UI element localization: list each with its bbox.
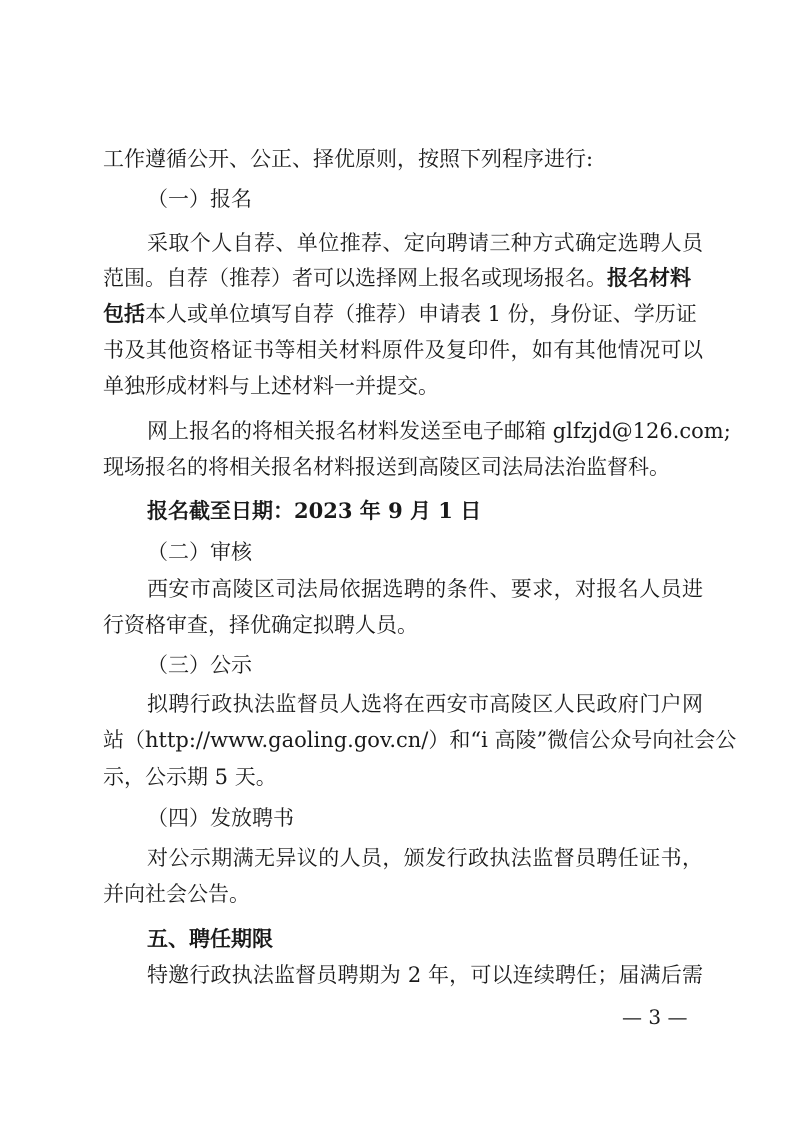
section-heading: （二）审核 [147,540,252,564]
section-heading: （三）公示 [147,653,252,677]
paragraph-line: 对公示期满无异议的人员，颁发行政执法监督员聘任证书， [147,846,703,870]
paragraph-line: 西安市高陵区司法局依据选聘的条件、要求，对报名人员进 [147,577,703,601]
chapter-heading: 五、聘任期限 [147,926,273,951]
paragraph-line: 采取个人自荐、单位推荐、定向聘请三种方式确定选聘人员 [147,231,703,255]
page-number: — 3 — [622,1005,688,1029]
paragraph-line: 并向社会公告。 [103,882,250,906]
paragraph-line: 示，公示期 5 天。 [103,765,277,789]
paragraph-line: 网上报名的将相关报名材料发送至电子邮箱 glfzjd@126.com; [147,419,731,443]
paragraph-line: 行资格审查，择优确定拟聘人员。 [103,613,418,637]
bold-text: 包括 [103,301,145,326]
paragraph-line [103,299,703,329]
section-heading: （一）报名 [147,187,252,211]
paragraph-text: 本人或单位填写自荐（推荐）申请表 1 份，身份证、学历证 [145,302,697,326]
paragraph-line: 站（http://www.gaoling.gov.cn/）和“i 高陵”微信公众号向社会公 [103,728,737,752]
paragraph-line: 拟聘行政执法监督员人选将在西安市高陵区人民政府门户网 [147,692,703,716]
paragraph-line: 现场报名的将相关报名材料报送到高陵区司法局法治监督科。 [103,455,670,479]
paragraph-line: 特邀行政执法监督员聘期为 2 年，可以连续聘任；届满后需 [147,963,703,987]
paragraph-line [103,263,703,293]
paragraph-text: 范围。自荐（推荐）者可以选择网上报名或现场报名。 [103,266,607,290]
bold-text: 报名材料 [607,265,691,290]
paragraph-line: 单独形成材料与上述材料一并提交。 [103,374,439,398]
deadline-line: 报名截至日期：2023 年 9 月 1 日 [147,498,482,523]
section-heading: （四）发放聘书 [147,806,294,830]
paragraph-line: 书及其他资格证书等相关材料原件及复印件，如有其他情况可以 [103,338,703,362]
paragraph-line: 工作遵循公开、公正、择优原则，按照下列程序进行: [103,147,594,171]
